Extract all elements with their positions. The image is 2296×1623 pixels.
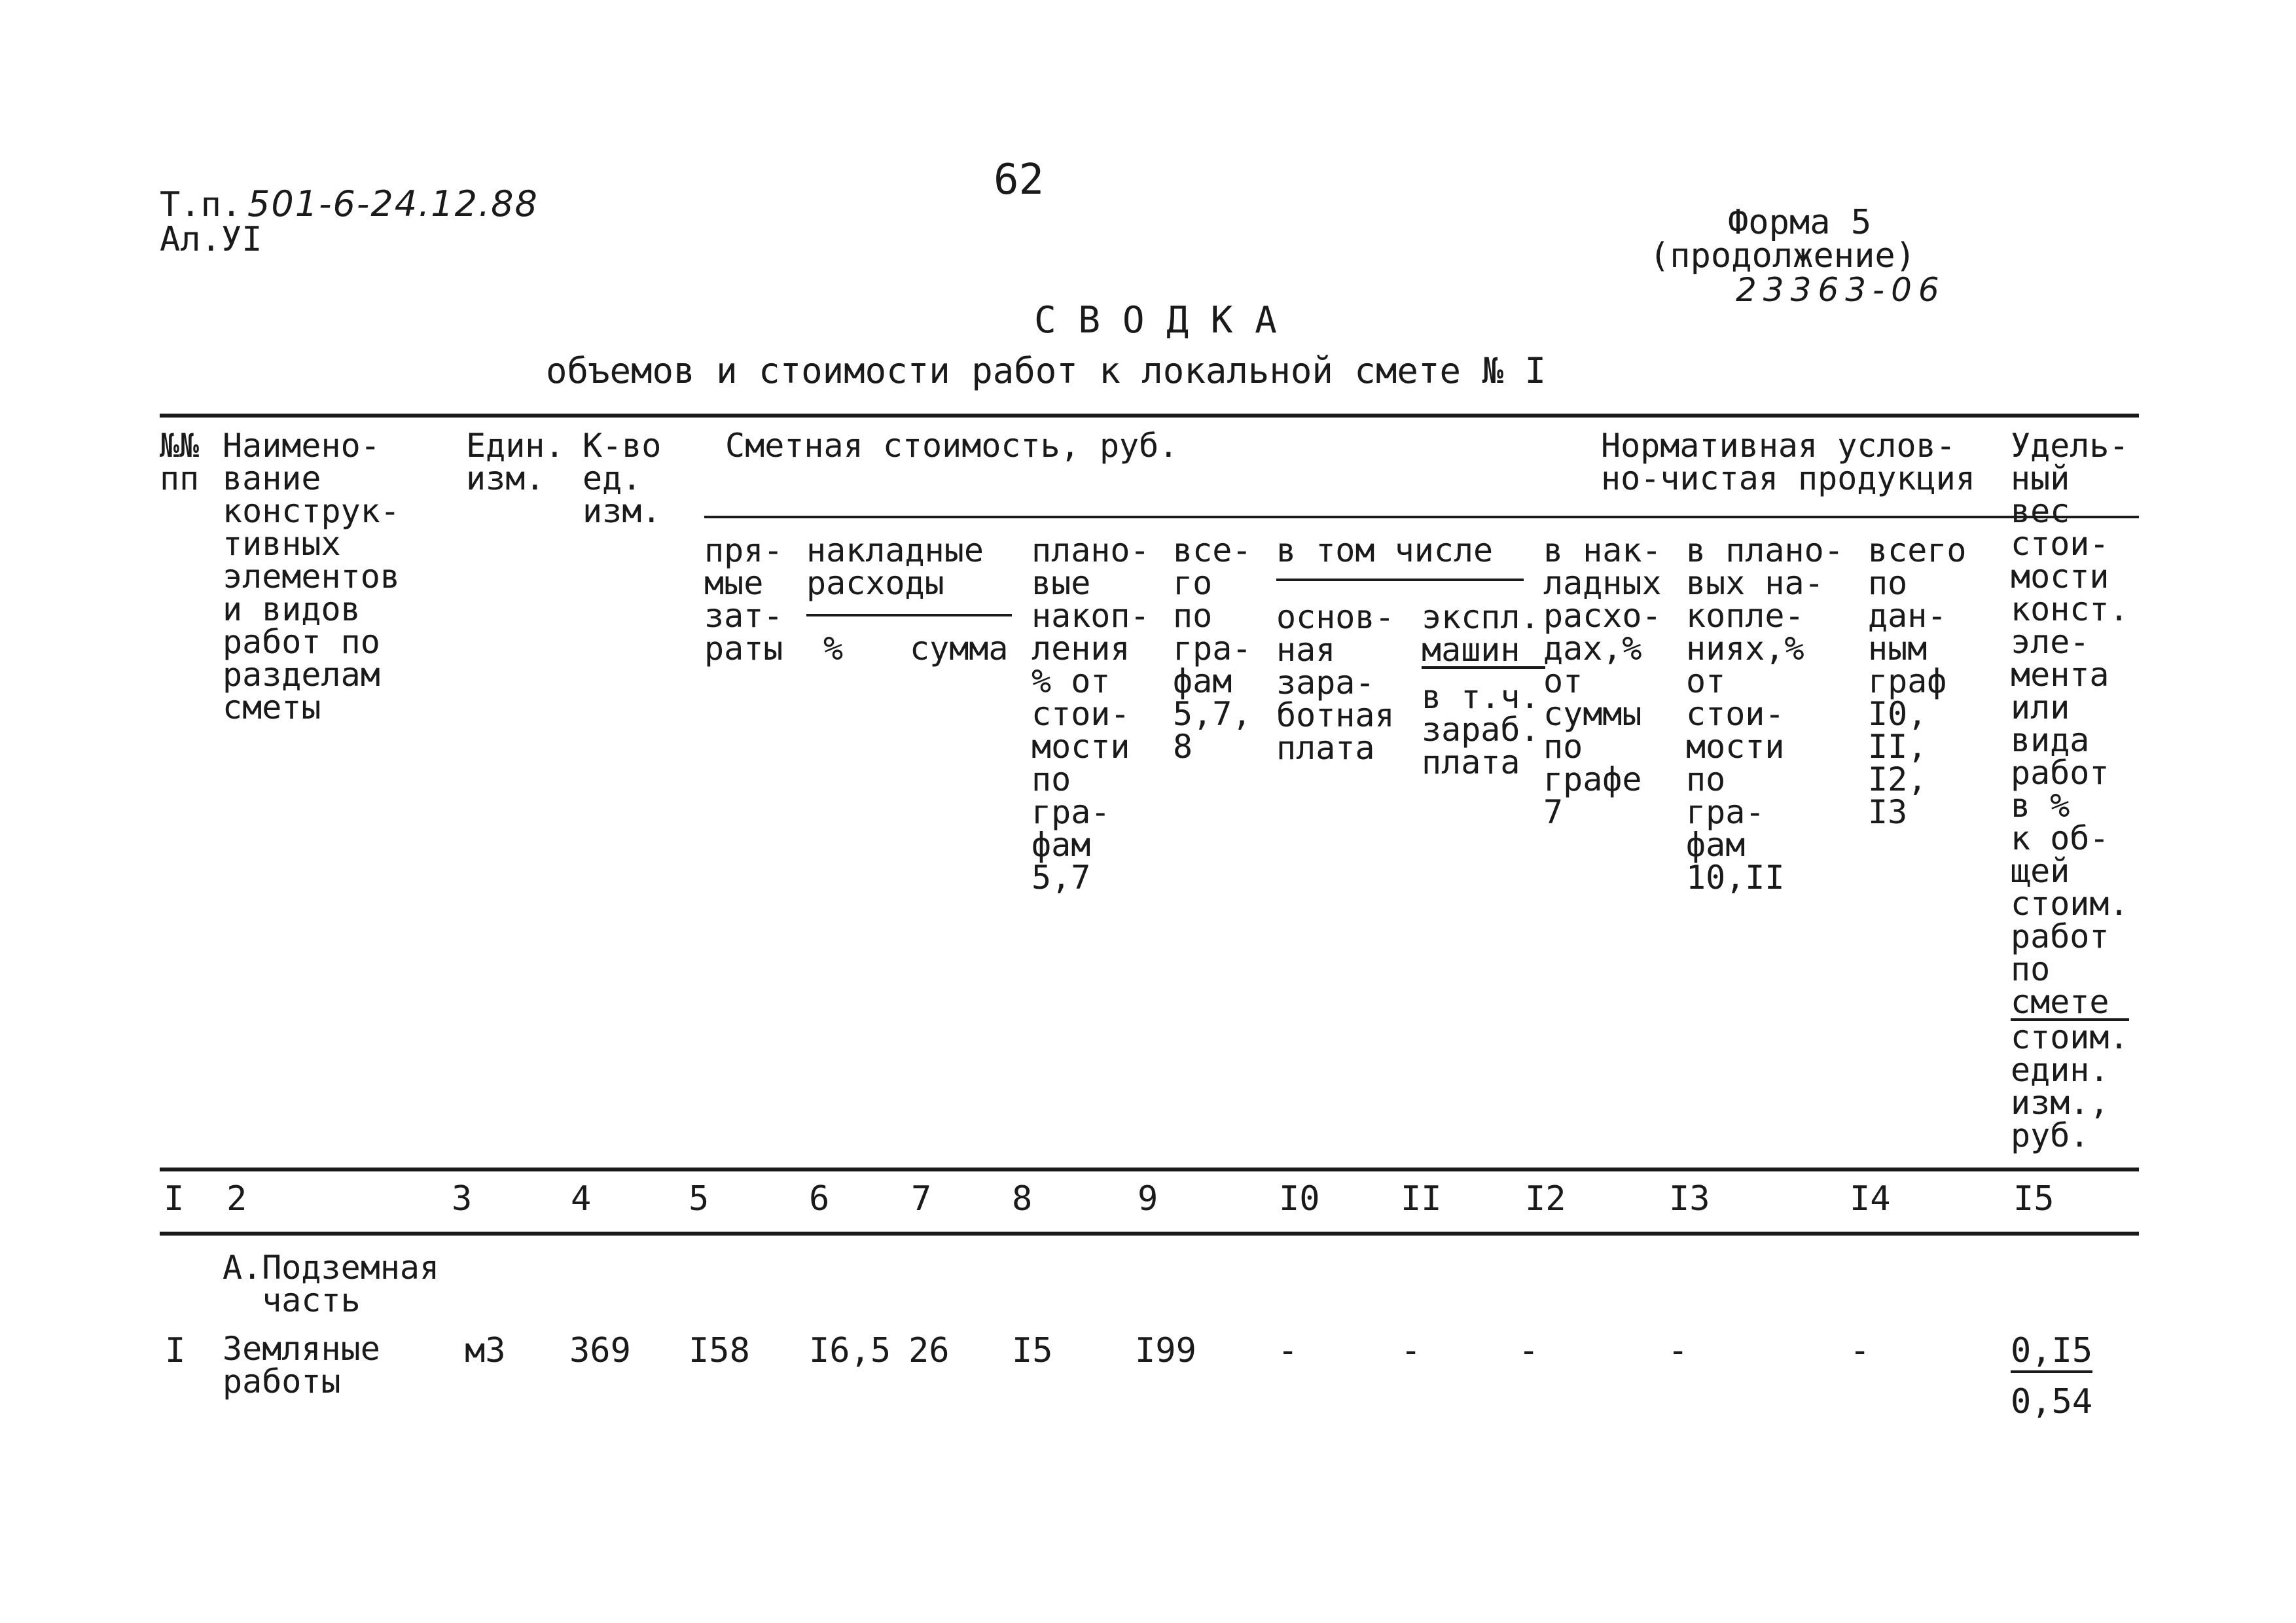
document-code: 23363-06 <box>1736 271 1946 309</box>
section-heading: А.Подземная часть <box>223 1249 440 1319</box>
header-including: в том числе <box>1276 531 1494 569</box>
header-in-overhead: в нак- ладных расхо- дах,% от суммы по графе 7 <box>1543 531 1662 831</box>
header-planned-savings: плано- вые накоп- ления % от стои- мости по гра- фам 5,7 <box>1031 531 1150 897</box>
page-number: 62 <box>994 156 1045 204</box>
row-planned-savings: I5 <box>1012 1331 1053 1370</box>
column-number: 8 <box>1012 1179 1033 1219</box>
row-machines: - <box>1401 1331 1422 1370</box>
header-machines-wage: в т.ч. зараб. плата <box>1422 678 1540 781</box>
row-in-overhead: - <box>1518 1331 1539 1370</box>
column-number: I5 <box>2013 1179 2054 1219</box>
overhead-group-rule <box>806 614 1012 616</box>
incl-group-rule <box>1276 579 1524 581</box>
row-product-total: - <box>1850 1331 1871 1370</box>
column-number: I4 <box>1850 1179 1891 1219</box>
column-number: I <box>164 1179 185 1219</box>
header-overhead-percent: % <box>823 630 844 668</box>
header-product-total: всего по дан- ным граф I0, II, I2, I3 <box>1868 531 1967 831</box>
column-number: 3 <box>452 1179 473 1219</box>
table-top-rule <box>160 414 2139 418</box>
column-number: I2 <box>1525 1179 1566 1219</box>
header-row-number: №№ пп <box>160 427 200 497</box>
header-estimated-cost: Сметная стоимость, руб. <box>725 427 1179 465</box>
column-number: 6 <box>809 1179 830 1219</box>
tp-number: 501-6-24.12.88 <box>247 183 539 224</box>
continuation-label: (продолжение) <box>1649 236 1916 276</box>
column-number: II <box>1401 1179 1442 1219</box>
row-name: Земляные работы <box>223 1330 380 1400</box>
header-name: Наимено- вание конструк- тивных элементов и видов работ по разделам сметы <box>223 427 400 726</box>
header-machines: экспл. машин <box>1422 601 1545 669</box>
header-direct-costs: пря- мые зат- раты <box>704 531 783 668</box>
page-title: С В О Д К А <box>1034 299 1277 342</box>
row-unit-cost: 0,54 <box>2011 1382 2093 1421</box>
header-unit: Един. изм. <box>466 427 565 497</box>
column-number: I0 <box>1279 1179 1320 1219</box>
header-share-of-cost: Удель- ный вес стои- мости конст. эле- мента или вида работ в % к об- щей стоим. работ по смете <box>2011 427 2129 1021</box>
header-total: все- го по гра- фам 5,7, 8 <box>1173 531 1252 766</box>
row-number: I <box>165 1331 186 1370</box>
column-number: I3 <box>1669 1179 1710 1219</box>
row-in-planned: - <box>1668 1331 1689 1370</box>
smet-group-rule <box>704 516 2139 518</box>
column-number: 2 <box>226 1179 247 1219</box>
row-quantity: 369 <box>569 1331 631 1370</box>
column-number: 9 <box>1138 1179 1158 1219</box>
row-basic-wage: - <box>1278 1331 1299 1370</box>
column-number: 5 <box>689 1179 709 1219</box>
row-overhead-sum: 26 <box>908 1331 950 1370</box>
row-overhead-percent: I6,5 <box>809 1331 891 1370</box>
album-label: Ал.УI <box>160 220 262 259</box>
header-in-planned: в плано- вых на- копле- ниях,% от стои- мости по гра- фам 10,II <box>1686 531 1844 897</box>
header-conditional-net-product: Нормативная услов- но-чистая продукция <box>1601 427 1975 497</box>
row-unit: м3 <box>465 1331 506 1370</box>
header-overhead-sum: сумма <box>910 630 1009 668</box>
header-unit-cost: стоим. един. изм., руб. <box>2011 1018 2129 1154</box>
header-bottom-rule <box>160 1168 2139 1171</box>
header-overhead: накладные расходы <box>806 531 984 602</box>
column-number: 7 <box>911 1179 932 1219</box>
row-direct-costs: I58 <box>689 1331 750 1370</box>
row-total: I99 <box>1135 1331 1196 1370</box>
page-subtitle: объемов и стоимости работ к локальной смете № I <box>546 350 1547 391</box>
tp-prefix: Т.п. <box>160 185 242 224</box>
numbers-bottom-rule <box>160 1232 2139 1236</box>
column-number: 4 <box>571 1179 592 1219</box>
header-basic-wage: основ- ная зара- ботная плата <box>1276 598 1395 767</box>
form-label: Форма 5 <box>1728 203 1872 242</box>
header-quantity: К-во ед. изм. <box>583 427 662 530</box>
row-share-percent: 0,I5 <box>2011 1334 2092 1373</box>
